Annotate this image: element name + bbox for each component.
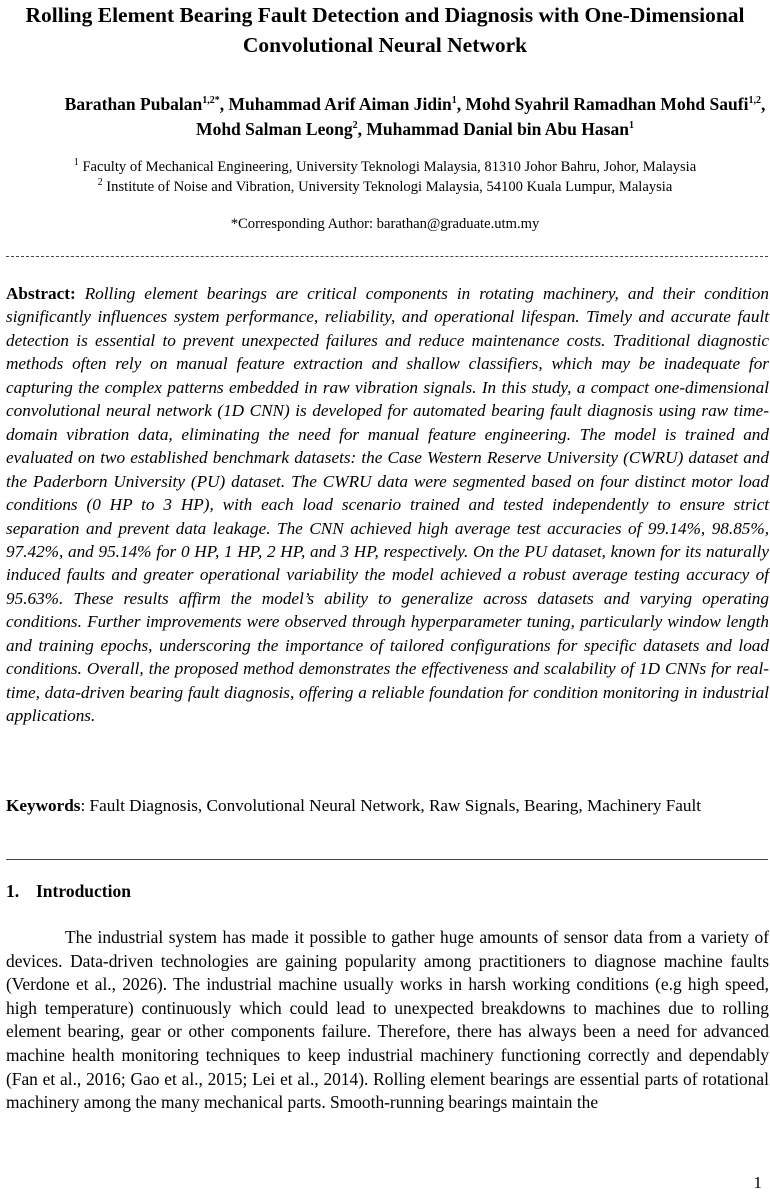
author: Mohd Syahril Ramadhan Mohd Saufi$^{1,2}$ [465, 94, 761, 114]
divider [6, 256, 768, 257]
author: Mohd Salman Leong$^2$ [196, 119, 358, 139]
paper-title: Rolling Element Bearing Fault Detection and Diagnosis with One-Dimensional Convolutional Neural Network [25, 3, 745, 57]
author: Muhammad Danial bin Abu Hasan$^1$ [366, 119, 634, 139]
section-heading: 1. Introduction [6, 881, 131, 901]
title-spacer [6, 59, 768, 60]
keywords-text: : Fault Diagnosis, Convolutional Neural Network, Raw Signals, Bearing, Machinery Fault [80, 796, 702, 815]
affiliation: $^1$ Faculty of Mechanical Engineering, University Teknologi Malaysia, 81310 Johor Bahru, Johor, Malaysia [73, 157, 697, 175]
affiliations [0, 158, 770, 197]
divider [6, 859, 768, 860]
keywords [6, 794, 769, 818]
author-list: Barathan Pubalan$^{1,2*}$, Muhammad Arif Aiman Jidin$^1$, Mohd Syahril Ramadhan Mohd Saufi$^{1,2}$, Mohd Salman Leong$^2$, Muhammad Danial bin Abu Hasan$^1$ [64, 94, 766, 139]
keywords-label: Keywords [6, 796, 81, 815]
abstract [6, 282, 769, 728]
abstract-label: Abstract: [6, 284, 76, 303]
corresponding-author: *Corresponding Author: barathan@graduate.utm.my [230, 216, 540, 232]
author: Barathan Pubalan$^{1,2*}$ [64, 94, 220, 114]
page-number: 1 [753, 1173, 762, 1192]
author: Muhammad Arif Aiman Jidin$^1$ [228, 94, 457, 114]
affiliation: $^2$ Institute of Noise and Vibration, University Teknologi Malaysia, 54100 Kuala Lumpur, Malaysia [97, 176, 673, 195]
abstract-text: Rolling element bearings are critical components in rotating machinery, and their condition significantly influences system performance, reliability, and operational lifespan. Timely and accurate fault detection is essential to prevent unexpected failures and reduce maintenance costs. Traditional diagnostic methods often rely on manual feature extraction and shallow classifiers, which may be inadequate for capturing the complex patterns embedded in raw vibration signals. In this study, a compact one-dimensional convolutional neural network (1D CNN) is developed for automated bearing fault diagnosis using raw time-domain vibration data, eliminating the need for manual feature engineering. The model is trained and evaluated on two established benchmark datasets: the Case Western Reserve University (CWRU) dataset and the Paderborn University (PU) dataset. The CWRU data were segmented based on four distinct motor load conditions (0 HP to 3 HP), with each load scenario trained and tested independently to ensure strict separation and prevent data leakage. The CNN achieved high average test accuracies of 99.14%, 98.85%, 97.42%, and 95.14% for 0 HP, 1 HP, 2 HP, and 3 HP, respectively. On the PU dataset, known for its naturally induced faults and greater operational variability the model achieved a robust average testing accuracy of 95.63%. These results affirm the model’s ability to generalize across datasets and varying operating conditions. Further improvements were observed through hyperparameter tuning, particularly window length and training epochs, underscoring the importance of tailored configurations for specific datasets and load conditions. Overall, the proposed method demonstrates the effectiveness and scalability of 1D CNNs for real-time, data-driven bearing fault diagnosis, offering a reliable foundation for condition monitoring in industrial applications. [6, 284, 769, 726]
intro-paragraph: The industrial system has made it possible to gather huge amounts of sensor data from a variety of devices. Data-driven technologies are gaining popularity among practitioners to diagnose machine faults (Verdone et al., 2026). The industrial machine usually works in harsh working conditions (e.g high speed, high temperature) continuously which could lead to unexpected breakdowns to machines due to rolling element bearing, gear or other components failure. Therefore, there has always been a need for advanced machine health monitoring techniques to keep industrial machinery functioning correctly and dependably (Fan et al., 2016; Gao et al., 2015; Lei et al., 2014). Rolling element bearings are essential parts of rotational machinery among the many mechanical parts. Smooth-running bearings maintain the [6, 927, 769, 1113]
